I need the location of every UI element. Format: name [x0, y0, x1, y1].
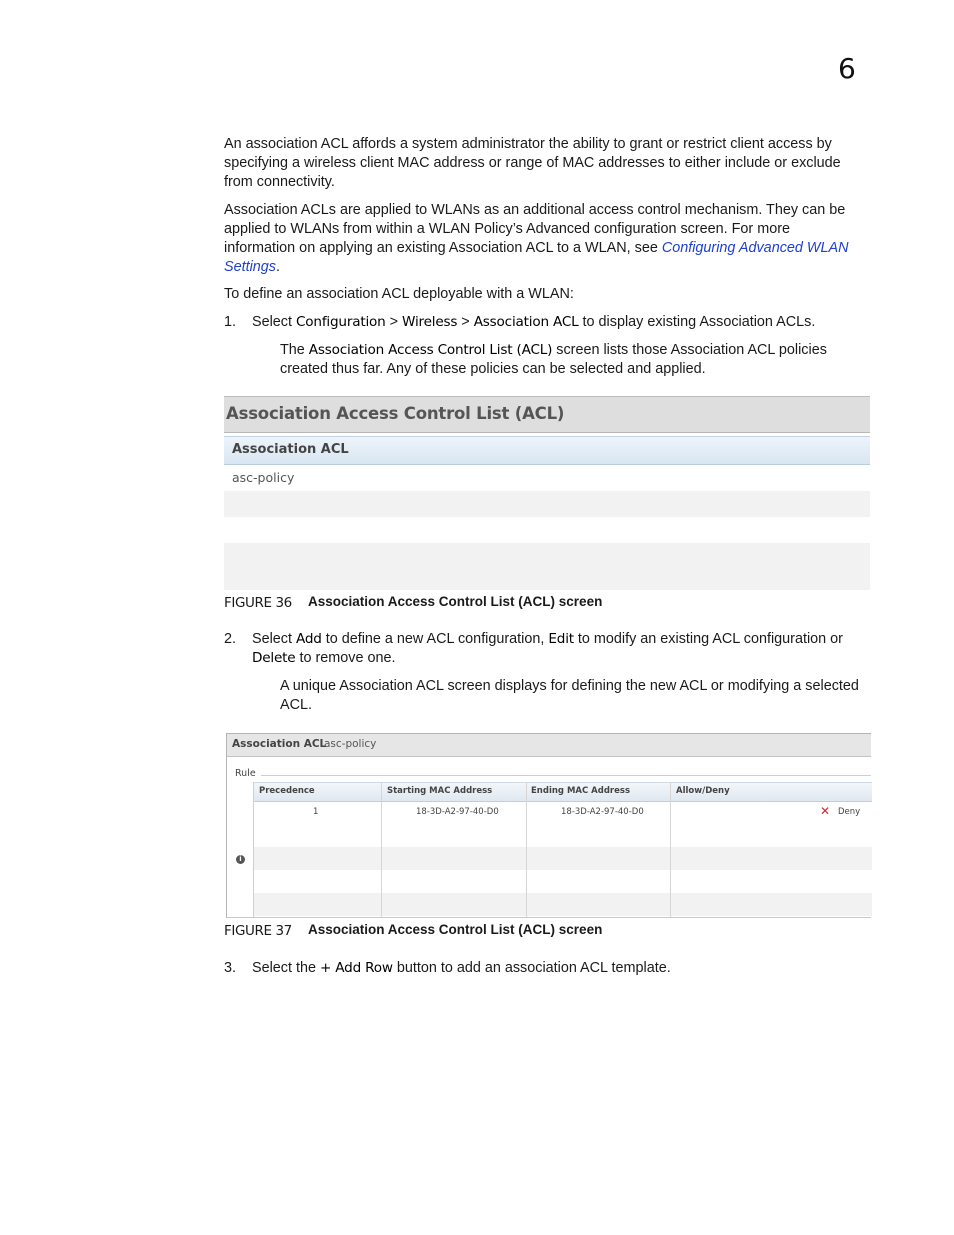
- define-text: To define an association ACL deployable with a WLAN:: [224, 286, 574, 302]
- column-divider: [381, 782, 382, 917]
- acl-screen-title: Association Access Control List (ACL): [226, 404, 565, 423]
- column-divider: [526, 782, 527, 917]
- step-text: >: [385, 314, 402, 330]
- step-text: Select: [252, 631, 296, 647]
- step-text: Select the: [252, 960, 320, 976]
- rule-divider: [261, 775, 871, 776]
- table-row[interactable]: [254, 801, 872, 824]
- table-row: [224, 569, 870, 590]
- applied-text: Association ACLs are applied to WLANs as an additional access control mechanism. They can be applied to WLANs from within a WLAN Policy’s Advanced configuration screen. For more information on applying an existing Association ACL to a WLAN, see: [224, 202, 846, 256]
- chapter-number: 6: [838, 52, 856, 85]
- step-text: button to add an association ACL template.: [392, 960, 671, 976]
- figure-37-caption: [224, 922, 603, 939]
- step-text: Select: [252, 314, 296, 330]
- cell-precedence: 1: [313, 807, 319, 817]
- table-row: [254, 824, 872, 847]
- figure-37-screenshot: [226, 733, 871, 918]
- column-starting-mac[interactable]: Starting MAC Address: [387, 786, 493, 796]
- caption-label: FIGURE 37: [224, 923, 292, 939]
- caption-title: Association Access Control List (ACL) screen: [308, 594, 603, 609]
- step-3-text: [252, 959, 864, 978]
- ui-term-add: Add: [296, 631, 322, 647]
- column-divider: [670, 782, 671, 917]
- paragraph-define: [224, 285, 860, 304]
- column-precedence[interactable]: Precedence: [259, 786, 315, 796]
- rule-table: [253, 782, 872, 917]
- table-row: [224, 491, 870, 517]
- acl-column-header[interactable]: [224, 436, 870, 465]
- rule-table-header: [254, 782, 872, 802]
- step-text: to define a new ACL configuration,: [321, 631, 549, 647]
- figure-36-screenshot: [224, 396, 870, 590]
- step-number: 3.: [224, 960, 237, 976]
- step-1-note: [280, 341, 870, 379]
- step-text: to modify an existing ACL configuration or: [573, 631, 843, 647]
- deny-x-icon: ✕: [820, 804, 831, 818]
- table-row: [254, 870, 872, 893]
- ui-term-add-row: + Add Row: [320, 960, 393, 976]
- step-text: >: [457, 314, 474, 330]
- ui-term-delete: Delete: [252, 650, 296, 666]
- intro-text: An association ACL affords a system administrator the ability to grant or restrict client access by specifying a wireless client MAC address or range of MAC addresses to either include or exclude from connectivity.: [224, 136, 841, 190]
- note-text: screen lists those Association ACL policies created thus far. Any of these policies can be selected and applied.: [280, 342, 827, 377]
- ui-term-wireless: Wireless: [402, 314, 458, 330]
- table-row[interactable]: [224, 465, 870, 491]
- association-acl-header: [227, 733, 871, 757]
- table-row: [224, 543, 870, 569]
- column-allow-deny[interactable]: Allow/Deny: [676, 786, 730, 796]
- cell-allow-deny: Deny: [838, 807, 861, 817]
- column-label: Association ACL: [232, 442, 349, 457]
- step-text: to remove one.: [295, 650, 396, 666]
- caption-label: FIGURE 36: [224, 595, 292, 611]
- association-acl-value: asc-policy: [324, 738, 377, 750]
- ui-term-configuration: Configuration: [296, 314, 386, 330]
- acl-policy-name: asc-policy: [232, 470, 295, 485]
- ui-term-edit: Edit: [548, 631, 574, 647]
- rule-group-label: Rule: [235, 768, 256, 779]
- acl-screen-header: [224, 396, 870, 433]
- table-row: [254, 847, 872, 870]
- ui-term-acl-screen: Association Access Control List (ACL): [308, 342, 553, 358]
- step-1-text: [252, 313, 864, 332]
- association-acl-label: Association ACL: [232, 738, 327, 750]
- table-row: [254, 893, 872, 916]
- column-ending-mac[interactable]: Ending MAC Address: [531, 786, 631, 796]
- figure-36-caption: [224, 594, 603, 611]
- step-number: 1.: [224, 314, 237, 330]
- step-text: to display existing Association ACLs.: [578, 314, 816, 330]
- caption-title: Association Access Control List (ACL) screen: [308, 922, 603, 937]
- applied-text-end: .: [276, 259, 280, 275]
- step-2-note: [280, 677, 870, 715]
- cell-ending-mac: 18-3D-A2-97-40-D0: [561, 807, 644, 817]
- paragraph-intro: [224, 135, 860, 192]
- note-text: The: [280, 342, 309, 358]
- ui-term-association-acl: Association ACL: [473, 314, 579, 330]
- step-number: 2.: [224, 631, 237, 647]
- info-icon[interactable]: i: [236, 855, 245, 864]
- table-row: [224, 517, 870, 543]
- paragraph-applied: [224, 201, 860, 277]
- configuring-advanced-wlan-link[interactable]: Configuring Advanced WLAN Settings: [224, 240, 849, 275]
- step-2-text: [252, 630, 864, 668]
- note-text: A unique Association ACL screen displays for defining the new ACL or modifying a selected ACL.: [280, 678, 859, 713]
- cell-starting-mac: 18-3D-A2-97-40-D0: [416, 807, 499, 817]
